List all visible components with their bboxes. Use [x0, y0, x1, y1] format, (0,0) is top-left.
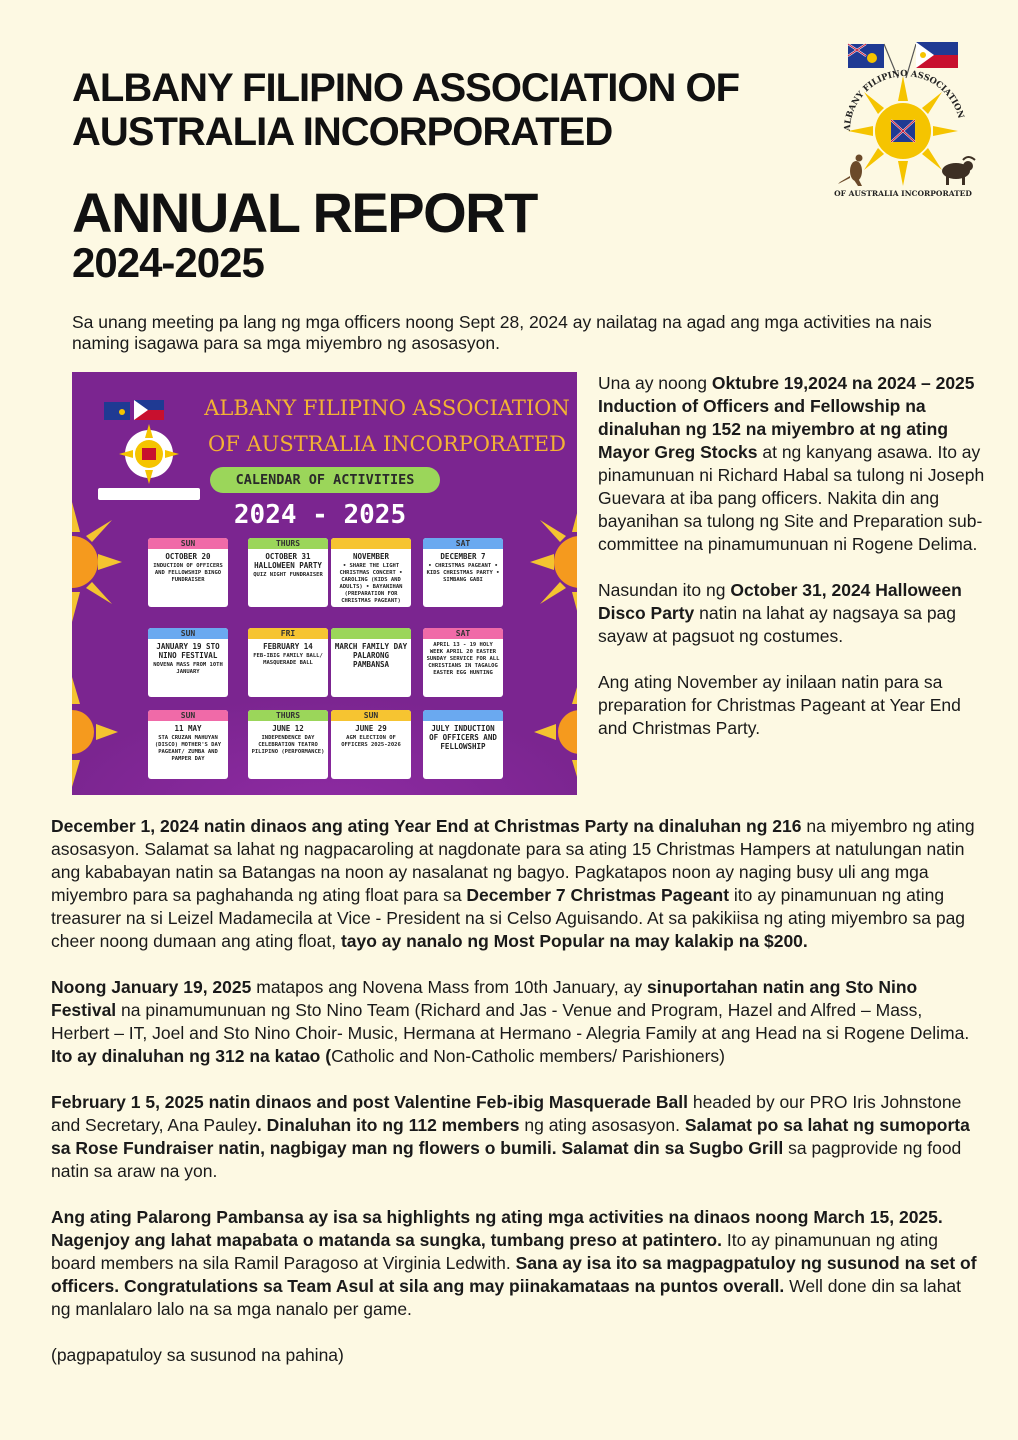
- card-details: QUIZ NIGHT FUNDRAISER: [253, 572, 323, 578]
- text-run-bold: Ito ay dinaluhan ng 312 na katao (: [51, 1046, 332, 1066]
- poster-logo: [94, 384, 204, 504]
- card-date: JUNE 29: [355, 724, 387, 733]
- paragraph-halloween: [598, 579, 990, 648]
- report-years: 2024-2025: [72, 239, 264, 286]
- text-run-bold: December 7 Christmas Pageant: [466, 885, 730, 905]
- card-day: SUN: [148, 710, 228, 721]
- paragraph-march: [51, 1206, 981, 1321]
- continued-note: (pagpapatuloy sa susunod na pahina): [51, 1345, 344, 1365]
- text-run: na pinamumunuan ng Sto Nino Team (Richard and Jas - Venue and Program, Hazel and Alfred – Mass, Herbert – IT, Joel and Sto Nino Choir- Music, Hermana at Hermano - Alegria Family at ang Head na si Rogene Delima.: [51, 1000, 970, 1043]
- paragraph-january: [51, 976, 981, 1068]
- card-details: AGM ELECTION OF OFFICERS 2025-2026: [341, 735, 401, 748]
- text-run: Catholic and Non-Catholic members/ Parishioners): [331, 1046, 725, 1066]
- logo-bottom-text: OF AUSTRALIA INCORPORATED: [834, 189, 972, 198]
- card-details: INDEPENDENCE DAY CELEBRATION TEATRO PILIPINO (PERFORMANCE): [251, 735, 325, 755]
- text-run-bold: Noong January 19, 2025: [51, 977, 252, 997]
- card-details: STA CRUZAN MAHUYAN (DISCO) MOTHER'S DAY PAGEANT/ ZUMBA AND PAMPER DAY: [154, 735, 222, 762]
- poster-title-line1: ALBANY FILIPINO ASSOCIATION: [204, 396, 570, 420]
- text-run: matapos ang Novena Mass from 10th January, ay: [251, 977, 647, 997]
- card-day: THURS: [248, 710, 328, 721]
- activity-card: [148, 710, 228, 779]
- card-day: FRI: [248, 628, 328, 639]
- paragraph-november: Ang ating November ay inilaan natin para sa preparation for Christmas Pageant at Year End and Christmas Party.: [598, 672, 961, 738]
- card-day: SUN: [331, 710, 411, 721]
- logo-kangaroo: [838, 155, 863, 187]
- text-run: ng ating asosasyon.: [519, 1115, 685, 1135]
- card-date: JANUARY 19 STO NINO FESTIVAL: [156, 642, 220, 660]
- card-date: OCTOBER 31 HALLOWEEN PARTY: [254, 552, 322, 570]
- card-day: SUN: [148, 538, 228, 549]
- org-title: ALBANY FILIPINO ASSOCIATION OF AUSTRALIA INCORPORATED: [72, 66, 740, 154]
- sun-decoration-icon: [72, 502, 122, 622]
- main-body-text: [51, 815, 981, 1390]
- card-details: • SHARE THE LIGHT CHRISTMAS CONCERT • CAROLING (KIDS AND ADULTS) • BAYANIHAN (PREPARATION FOR CHRISTMAS PAGEANT): [339, 563, 403, 604]
- card-date: NOVEMBER: [352, 552, 390, 561]
- report-title: ANNUAL REPORT: [72, 181, 537, 244]
- card-day: SAT: [423, 538, 503, 549]
- text-run: sa pagprovide ng food natin sa araw na yon.: [51, 1138, 962, 1181]
- activity-card: [248, 710, 328, 779]
- activity-card: [248, 628, 328, 697]
- card-day: SUN: [148, 628, 228, 639]
- text-run-bold: Oktubre 19,2024 na 2024 – 2025 Induction of Officers and Fellowship na dinaluhan ng 152 na miyembro at ng ating Mayor Greg Stocks: [598, 373, 975, 462]
- activity-card: [148, 538, 228, 607]
- activity-card: [248, 538, 328, 607]
- logo-arc-text: ALBANY FILIPINO ASSOCIATION: [842, 68, 966, 132]
- card-day: SAT: [423, 628, 503, 639]
- card-day: [423, 710, 503, 721]
- association-logo: [828, 36, 978, 201]
- text-run: na miyembro ng ating asosasyon. Salamat sa lahat ng nagpacaroling at nagdonate para sa ating 15 Christmas Hampers at natulungan natin ang kababayan natin sa Batangas na noon ay nasalanat ng bagyo. Pagkatapos noon ay naging busy uli ang mga miyembro para sa paghahanda ng ating float para sa: [51, 816, 975, 905]
- activity-card: [423, 628, 503, 697]
- right-column-text: [598, 372, 990, 763]
- calendar-label: CALENDAR OF ACTIVITIES: [210, 467, 440, 493]
- card-day: THURS: [248, 538, 328, 549]
- poster-title: [202, 390, 572, 462]
- card-details: FEB-IBIG FAMILY BALL/ MASQUERADE BALL: [253, 653, 323, 666]
- activity-card: [423, 710, 503, 779]
- text-run-bold: Ang ating Palarong Pambansa ay isa sa highlights ng ating mga activities na dinaos noong March 15, 2025. Nagenjoy ang lahat mapabata o matanda sa sungka, tumbang preso at patintero.: [51, 1207, 943, 1250]
- text-run: Well done din sa lahat ng manlalaro lalo na sa mga nanalo per game.: [51, 1276, 962, 1319]
- text-run: Nasundan ito ng: [598, 580, 731, 600]
- poster-years: 2024 - 2025: [233, 500, 407, 530]
- sun-decoration-icon: [72, 672, 122, 792]
- activity-card: [423, 538, 503, 607]
- activity-card: [148, 628, 228, 697]
- text-run-bold: February 1 5, 2025 natin dinaos and post Valentine Feb-ibig Masquerade Ball: [51, 1092, 688, 1112]
- card-date: MARCH FAMILY DAY PALARONG PAMBANSA: [334, 642, 408, 669]
- paragraph-february: [51, 1091, 981, 1183]
- paragraph-december: [51, 815, 981, 953]
- paragraph-induction: [598, 372, 990, 556]
- text-run-bold: tayo ay nanalo ng Most Popular na may kalakip na $200.: [340, 931, 808, 951]
- card-details: • CHRISTMAS PAGEANT • KIDS CHRISTMAS PARTY • SIMBANG GABI: [426, 563, 500, 583]
- card-date: FEBRUARY 14: [263, 642, 313, 651]
- poster-title-line2: OF AUSTRALIA INCORPORATED: [208, 432, 566, 456]
- card-details: APRIL 13 - 19 HOLY WEEK APRIL 20 EASTER SUNDAY SERVICE FOR ALL CHRISTIANS IN TAGALOG EASTER EGG HUNTING: [426, 642, 500, 676]
- logo-carabao: [942, 157, 975, 185]
- card-details: INDUCTION OF OFFICERS AND FELLOWSHIP BINGO FUNDRAISER: [153, 563, 223, 583]
- intro-paragraph: Sa unang meeting pa lang ng mga officers noong Sept 28, 2024 ay nailatag na agad ang mga activities na nais naming isagawa para sa mga miyembro ng asosasyon.: [72, 312, 932, 353]
- text-run-bold: October 31, 2024 Halloween Disco Party: [598, 580, 962, 623]
- card-day: [331, 538, 411, 549]
- sun-decoration-icon: [530, 502, 577, 622]
- text-run: headed by our PRO Iris Johnstone and Secretary, Ana Pauley: [51, 1092, 962, 1135]
- sun-decoration-icon: [530, 672, 577, 792]
- text-run-bold: sinuportahan natin ang Sto Nino Festival: [51, 977, 918, 1020]
- card-day: [331, 628, 411, 639]
- text-run: natin na lahat ay nagsaya sa pag sayaw at pagsuot ng costumes.: [598, 603, 957, 646]
- text-run: at ng kanyang asawa. Ito ay pinamunuan ni Richard Habal sa tulong ni Joseph Guevara at iba pang officers. Nakita din ang bayanihan sa tulong ng Site and Preparation sub-committee na pinamumunuan ni Rogene Delima.: [598, 442, 985, 554]
- activity-card: [331, 628, 411, 697]
- card-date: JUNE 12: [272, 724, 304, 733]
- text-run: Ito ay pinamunuan ng ating board members na sila Ramil Paragoso at Virginia Ledwith.: [51, 1230, 938, 1273]
- activity-card: [331, 538, 411, 607]
- card-date: DECEMBER 7: [440, 552, 486, 561]
- calendar-poster: [72, 372, 577, 795]
- text-run-bold: December 1, 2024 natin dinaos ang ating Year End at Christmas Party na dinaluhan ng 216: [51, 816, 802, 836]
- text-run-bold: . Dinaluhan ito ng 112 members: [256, 1115, 520, 1135]
- card-date: JULY INDUCTION OF OFFICERS AND FELLOWSHIP: [429, 724, 497, 751]
- text-run-bold: Salamat po sa lahat ng sumoporta sa Rose Fundraiser natin, nagbigay man ng flowers o bumili. Salamat din sa Sugbo Grill: [51, 1115, 970, 1158]
- activity-card: [331, 710, 411, 779]
- text-run: Una ay noong: [598, 373, 712, 393]
- card-date: 11 MAY: [174, 724, 202, 733]
- text-run: ito ay pinamunuan ng ating treasurer na si Leizel Madamecila at Vice - President na si Celso Aguisando. At sa pakikiisa ng ating miyembro sa pag cheer noong dumaan ang ating float,: [51, 885, 966, 951]
- card-details: NOVENA MASS FROM 10TH JANUARY: [153, 662, 223, 675]
- card-date: OCTOBER 20: [165, 552, 211, 561]
- text-run-bold: Sana ay isa ito sa magpagpatuloy ng susunod na set of officers. Congratulations sa Team Asul at sila ang may piinakamataas na puntos overall.: [51, 1253, 977, 1296]
